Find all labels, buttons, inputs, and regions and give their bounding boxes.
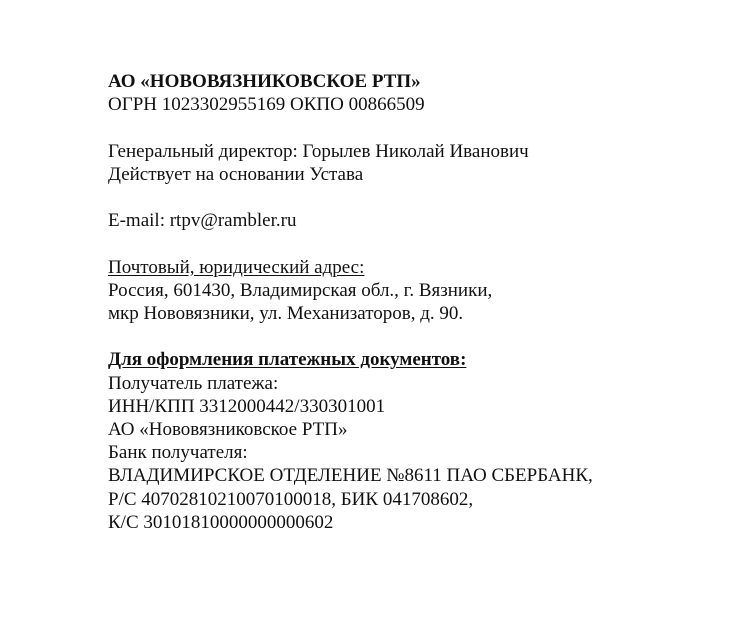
bank-label: Банк получателя: [108,442,248,464]
email-line: E-mail: rtpv@rambler.ru [108,210,297,232]
spacer [108,116,728,139]
inn-kpp-line: ИНН/КПП 3312000442/330301001 [108,395,386,417]
account-bik-line: Р/С 40702810210070100018, БИК 041708602, [108,488,474,510]
recipient-label: Получатель платежа: [108,372,279,394]
spacer [108,325,728,348]
recipient-name: АО «Нововязниковское РТП» [108,418,348,440]
payment-heading: Для оформления платежных документов: [108,349,467,371]
spacer [108,186,728,209]
address-line-2: мкр Нововязники, ул. Механизаторов, д. 90. [108,302,464,324]
spacer [108,232,728,255]
company-name: АО «НОВОВЯЗНИКОВСКОЕ РТП» [108,71,421,92]
address-line-1: Россия, 601430, Владимирская обл., г. Вязники, [108,279,493,301]
director-line: Генеральный директор: Горылев Николай Иванович [108,140,529,162]
requisites-document [108,70,728,534]
corr-account-line: К/С 30101810000000000602 [108,511,334,533]
company-registration: ОГРН 1023302955169 ОКПО 00866509 [108,94,425,116]
bank-name: ВЛАДИМИРСКОЕ ОТДЕЛЕНИЕ №8611 ПАО СБЕРБАНК, [108,465,593,487]
basis-line: Действует на основании Устава [108,163,364,185]
address-heading: Почтовый, юридический адрес: [108,256,365,278]
